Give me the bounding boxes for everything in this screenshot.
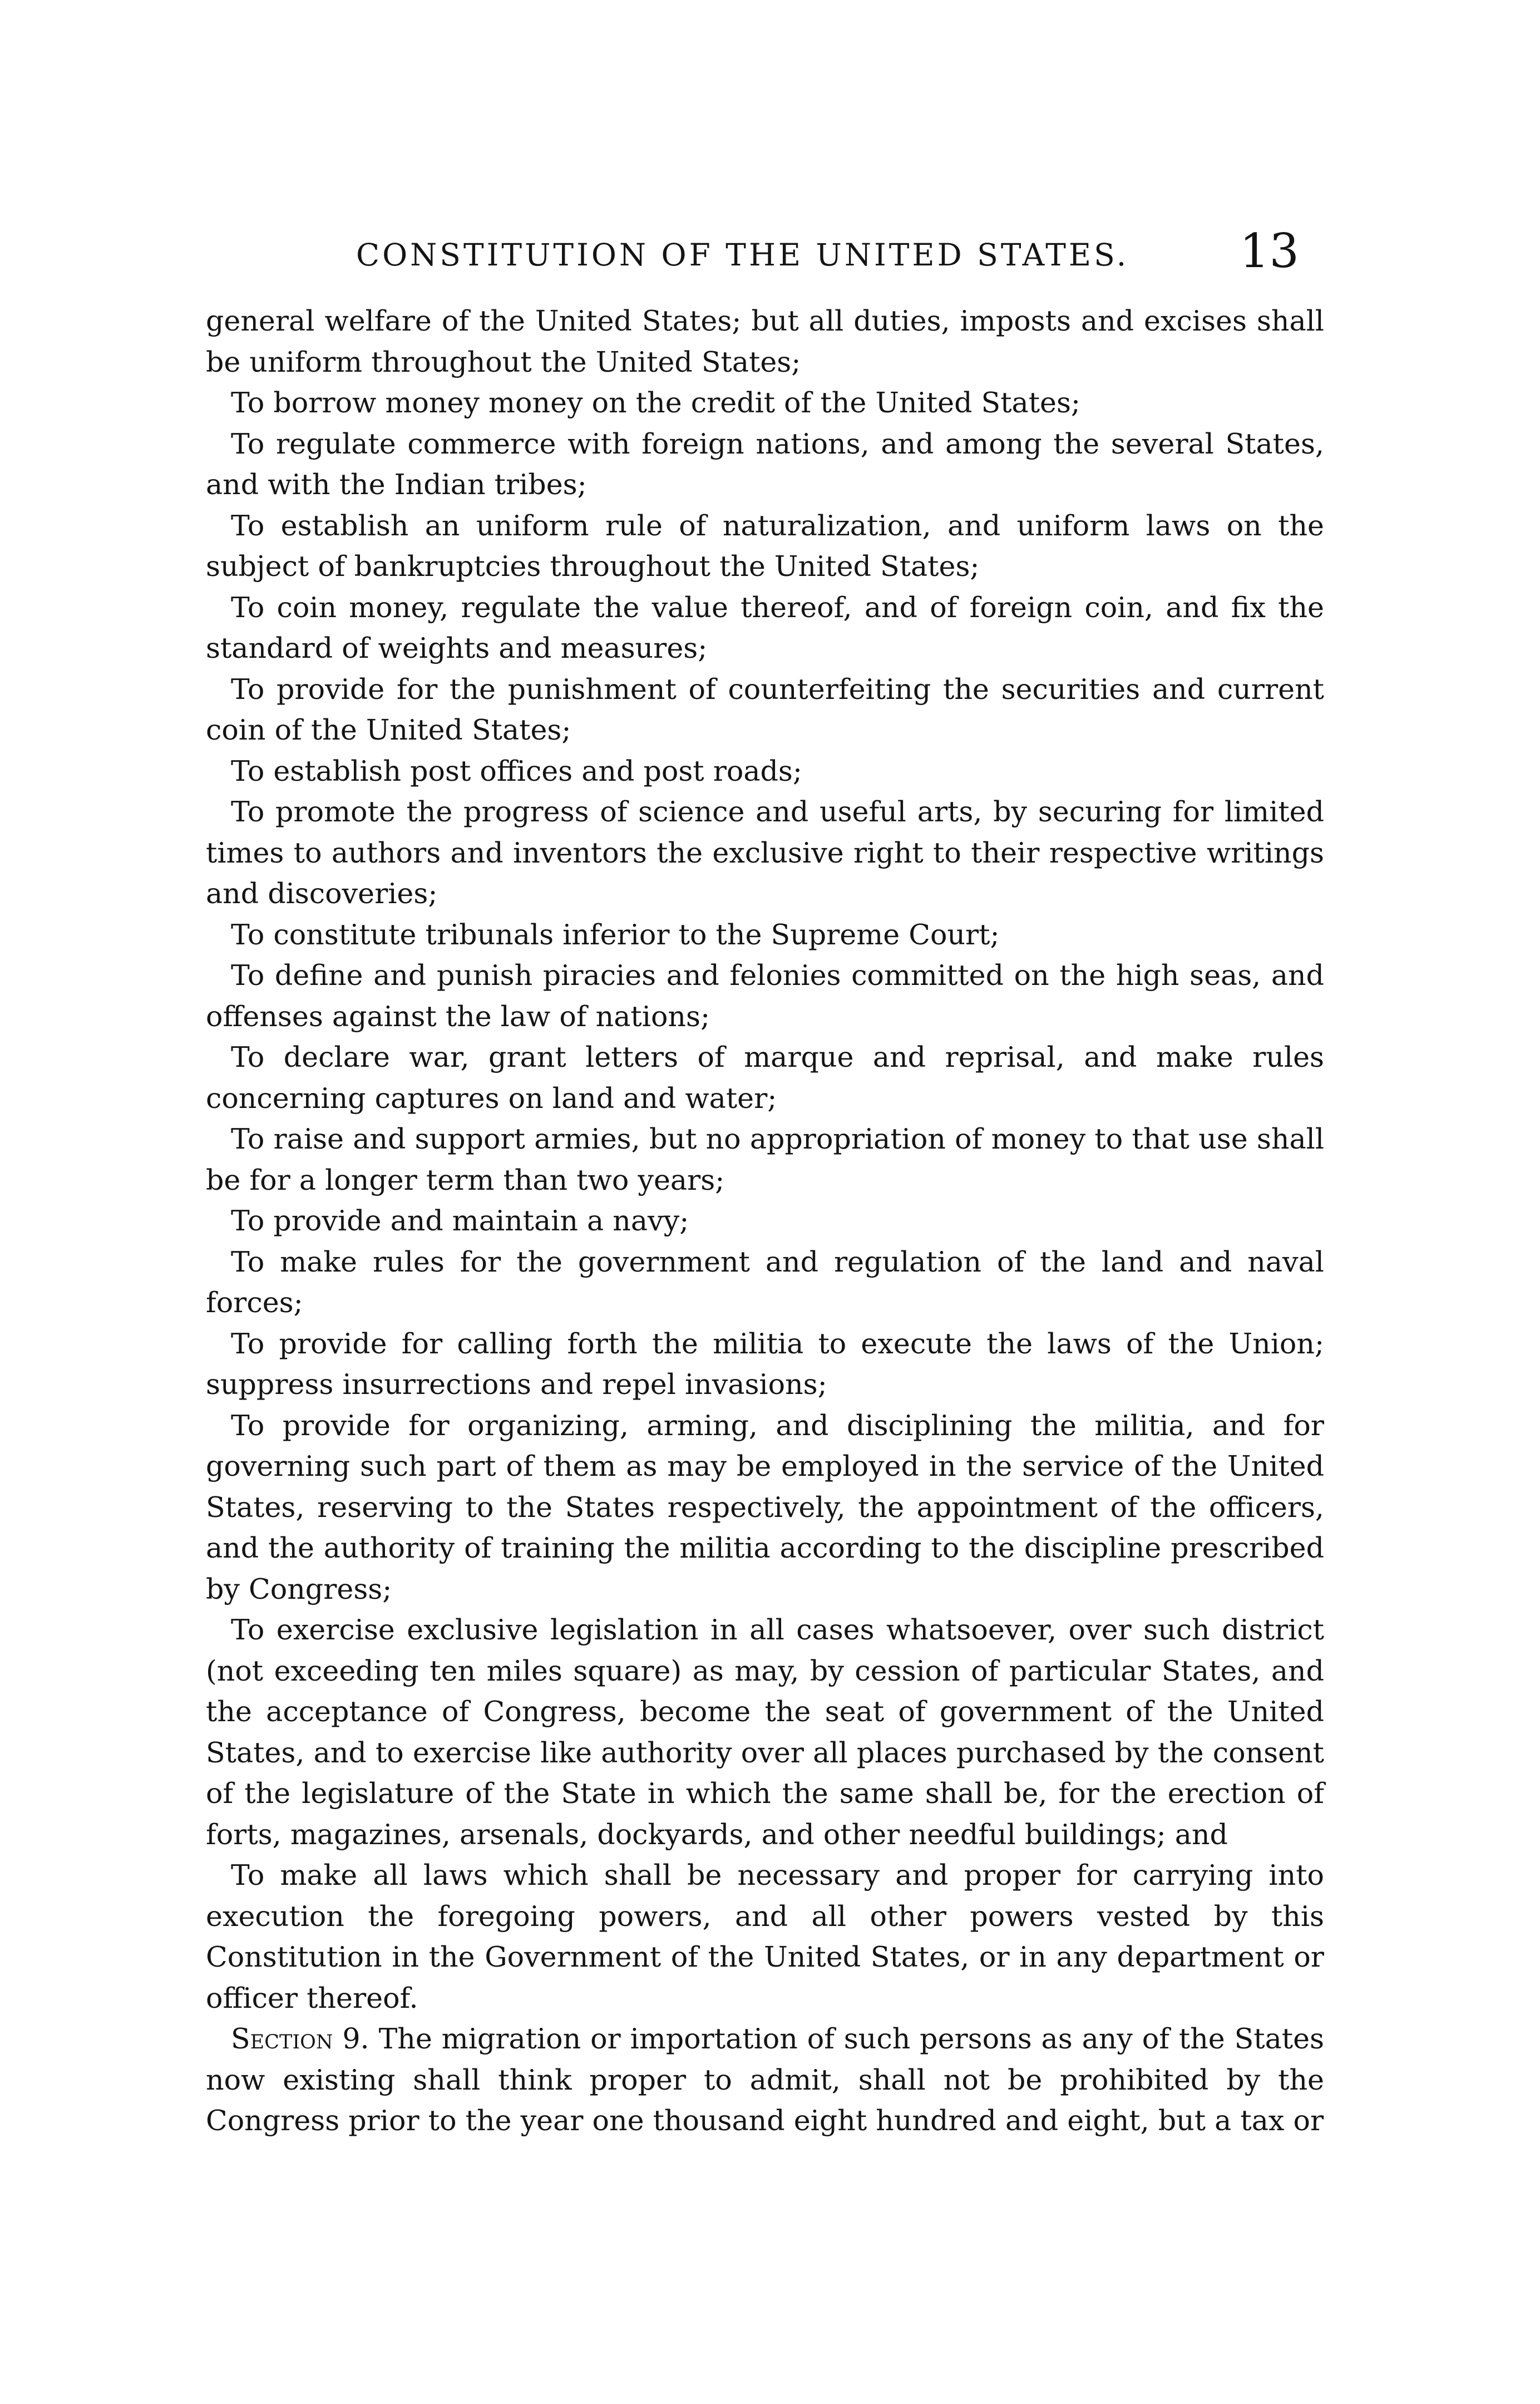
page-number: 13	[1240, 224, 1299, 278]
paragraph: To provide and maintain a navy;	[231, 1204, 689, 1237]
running-head	[206, 217, 1324, 278]
paragraph: general welfare of the United States; but all duties, imposts and excises shall be uniform throughout the United States;	[206, 304, 1324, 378]
paragraph: To constitute tribunals inferior to the Supreme Court;	[231, 918, 1000, 951]
section-label: Section 9.	[231, 2022, 369, 2055]
paragraph: To establish an uniform rule of naturalization, and uniform laws on the subject of bankruptcies throughout the United States;	[206, 509, 1324, 583]
paragraph: To borrow money money on the credit of the United States;	[231, 386, 1080, 419]
body-text	[206, 300, 1324, 2141]
paragraph: To provide for calling forth the militia to execute the laws of the Union; suppress insurrections and repel invasions;	[206, 1327, 1324, 1401]
paragraph: To coin money, regulate the value thereof, and of foreign coin, and fix the standard of weights and measures;	[206, 590, 1324, 664]
paragraph: To promote the progress of science and useful arts, by securing for limited times to authors and inventors the exclusive right to their respective writings and discoveries;	[206, 795, 1324, 910]
paragraph: To regulate commerce with foreign nations, and among the several States, and with the Indian tribes;	[206, 427, 1324, 501]
section-paragraph	[206, 2018, 1324, 2141]
paragraph: To raise and support armies, but no appropriation of money to that use shall be for a longer term than two years;	[206, 1122, 1324, 1196]
paragraph: To provide for organizing, arming, and disciplining the militia, and for governing such part of them as may be employed in the service of the United States, reserving to the States respectively, the appointment of the officers, and the authority of training the militia according to the discipline prescribed by Congress;	[206, 1408, 1324, 1605]
paragraph: To exercise exclusive legislation in all cases whatsoever, over such district (not exceeding ten miles square) as may, by cession of particular States, and the acceptance of Congress, become the seat of government of the United States, and to exercise like authority over all places purchased by the consent of the legislature of the State in which the same shall be, for the erection of forts, magazines, arsenals, dockyards, and other needful buildings; and	[206, 1613, 1324, 1851]
paragraph: To declare war, grant letters of marque and reprisal, and make rules concerning captures on land and water;	[206, 1041, 1324, 1115]
running-title: CONSTITUTION OF THE UNITED STATES.	[356, 237, 1129, 273]
document-page	[206, 217, 1324, 2332]
paragraph: To make all laws which shall be necessary and proper for carrying into execution the foregoing powers, and all other powers vested by this Constitution in the Government of the United States, or in any department or officer thereof.	[206, 1859, 1324, 2014]
paragraph: To define and punish piracies and felonies committed on the high seas, and offenses against the law of nations;	[206, 959, 1324, 1033]
section-text: The migration or importation of such persons as any of the States now existing shall think proper to admit, shall not be prohibited by the Congress prior to the year one thousand eight hundred and eight, but a tax or	[206, 2022, 1325, 2137]
paragraph: To make rules for the government and regulation of the land and naval forces;	[206, 1245, 1324, 1319]
paragraph: To provide for the punishment of counterfeiting the securities and current coin of the United States;	[206, 672, 1324, 746]
paragraph: To establish post offices and post roads;	[231, 754, 802, 787]
